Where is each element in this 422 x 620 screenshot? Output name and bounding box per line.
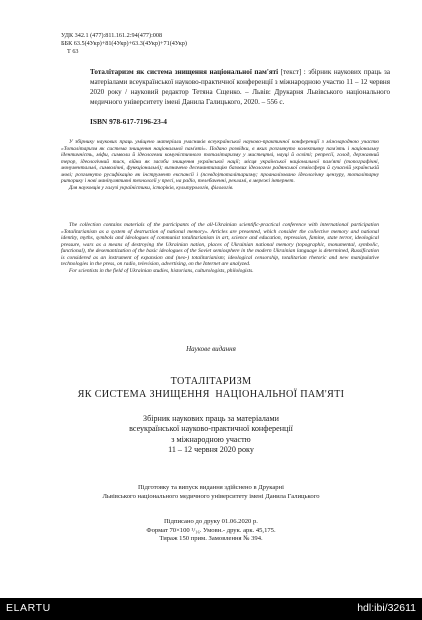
biblio-description: [текст] : збірник наукових праць за матеріалами всеукраїнської науково-практичної конференції з міжнародною участю 11 – 12 червня 2020 року / науковий редактор Тетяна Сщенко. – Львів: Друкарня Львівського національного медичного університету імені Данила Галицького, 2020. – 556 с. <box>90 68 390 106</box>
publisher-note <box>0 484 422 501</box>
subtitle-line-4: 11 – 12 червня 2020 року <box>168 444 254 454</box>
print-run: Тираж 150 прим. Замовлення № 394. <box>159 535 263 543</box>
subtitle-line-2: всеукраїнської науково-практичної конференції <box>129 424 293 434</box>
print-signed-date: Підписано до друку 01.06.2020 р. <box>164 518 258 525</box>
publisher-line-1: Підготовку та випуск видання здійснено в Друкарні <box>138 484 284 491</box>
repository-footer-bar <box>0 598 422 620</box>
subtitle-line-3: з міжнародною участю <box>171 434 251 444</box>
book-subtitle <box>0 414 422 455</box>
print-format: Формат 70×100 ¹/₁₆. Умовн.- друк. арк. 45,175. <box>146 526 276 534</box>
annotation-en-paragraph: The collection contains materials of the participants of the all-Ukrainian scientific-practical conference with international participation «Totalitarianism as a system of destruction of national memory». Articles are presented, which consider the collective memory and national identity, myths, symbols and ideologues of communist totalitarianism in art, science and education, repression, famine, state terror, ideological pressure, wars as a means of destroying the Ukrainian nation, places of Ukrainian national memory (topographic, monumental, symbolic, functional), the desemantization of the basic ideologues of the Soviet semiosphere in the modern Ukrainian language is determined, Russification is considered as an instrument of expansion and (neo-) totalitarianism; ideological censorship, totalitarian rhetoric and new manipulative technologies in the press, on radio, television, advertising, on the Internet are analyzed. <box>61 222 379 267</box>
title-line-2: ЯК СИСТЕМА ЗНИЩЕННЯ НАЦІОНАЛЬНОЇ ПАМ'ЯТІ <box>77 388 345 400</box>
subtitle-line-1: Збірник наукових праць за матеріалами <box>143 414 279 423</box>
bbk-code: ББК 63.5(4Укр)+81(4Укр)+63.3(4Укр)+71(4Укр) <box>61 40 187 48</box>
handle-identifier[interactable]: hdl:ibi/32611 <box>357 602 416 614</box>
bibliographic-record <box>90 68 390 108</box>
annotation-en-audience: For scientists in the field of Ukrainian studies, historians, culturologists, philologists. <box>69 267 254 274</box>
book-title <box>0 376 422 401</box>
annotation-english <box>61 222 379 274</box>
author-mark: Т 63 <box>67 48 79 56</box>
annotation-uk-paragraph: У збірнику наукових праць уміщено матеріали учасників всеукраїнської науково-практичної конференції з міжнародною участю «Тоталітаризм як система знищення національної пам'яті». Подано розвідки, в яких розглянуто колективну пам'ять і національну ідентичність, міфи, символи й ідеологеми комуністичного тоталітаризму у мистецтві, науці й освіті; репресії, голод, державний терор, ідеологічний тиск, війни як засоби знищення української нації; місця української національної пам'яті (топографічні, монументальні, символічні, функціональні); визначено десемантизацію базових ідеологем радянської семіосфери й сучасній українській мові; розглянуто русифікацію як інструмент експансії і (псевдо)тоталітаризму; проаналізовано ідеологічну цензуру, тоталітарну риторику і нові маніпулятивні технології у пресі, на радіо, телебаченні, рекламі, в мережі інтернет. <box>61 139 379 184</box>
classification-codes <box>61 32 187 57</box>
annotation-ukrainian <box>61 139 379 191</box>
udc-code: УДК 342.1 (477):811.161.2:94(477):008 <box>61 32 163 39</box>
repository-name: ELARTU <box>6 602 51 614</box>
annotation-uk-audience: Для науковців у галузі україністики, історіків, культурологів, філологів. <box>69 184 234 191</box>
publisher-line-2: Львівського національного медичного університету імені Данила Галицького <box>102 492 320 500</box>
edition-type: Наукове видання <box>186 345 236 353</box>
print-details <box>0 518 422 544</box>
biblio-title: Тоталітаризм як система знищення національної пам'яті <box>90 68 279 76</box>
title-line-1: ТОТАЛІТАРИЗМ <box>170 376 252 387</box>
isbn: ISBN 978-617-7196-23-4 <box>90 117 167 126</box>
